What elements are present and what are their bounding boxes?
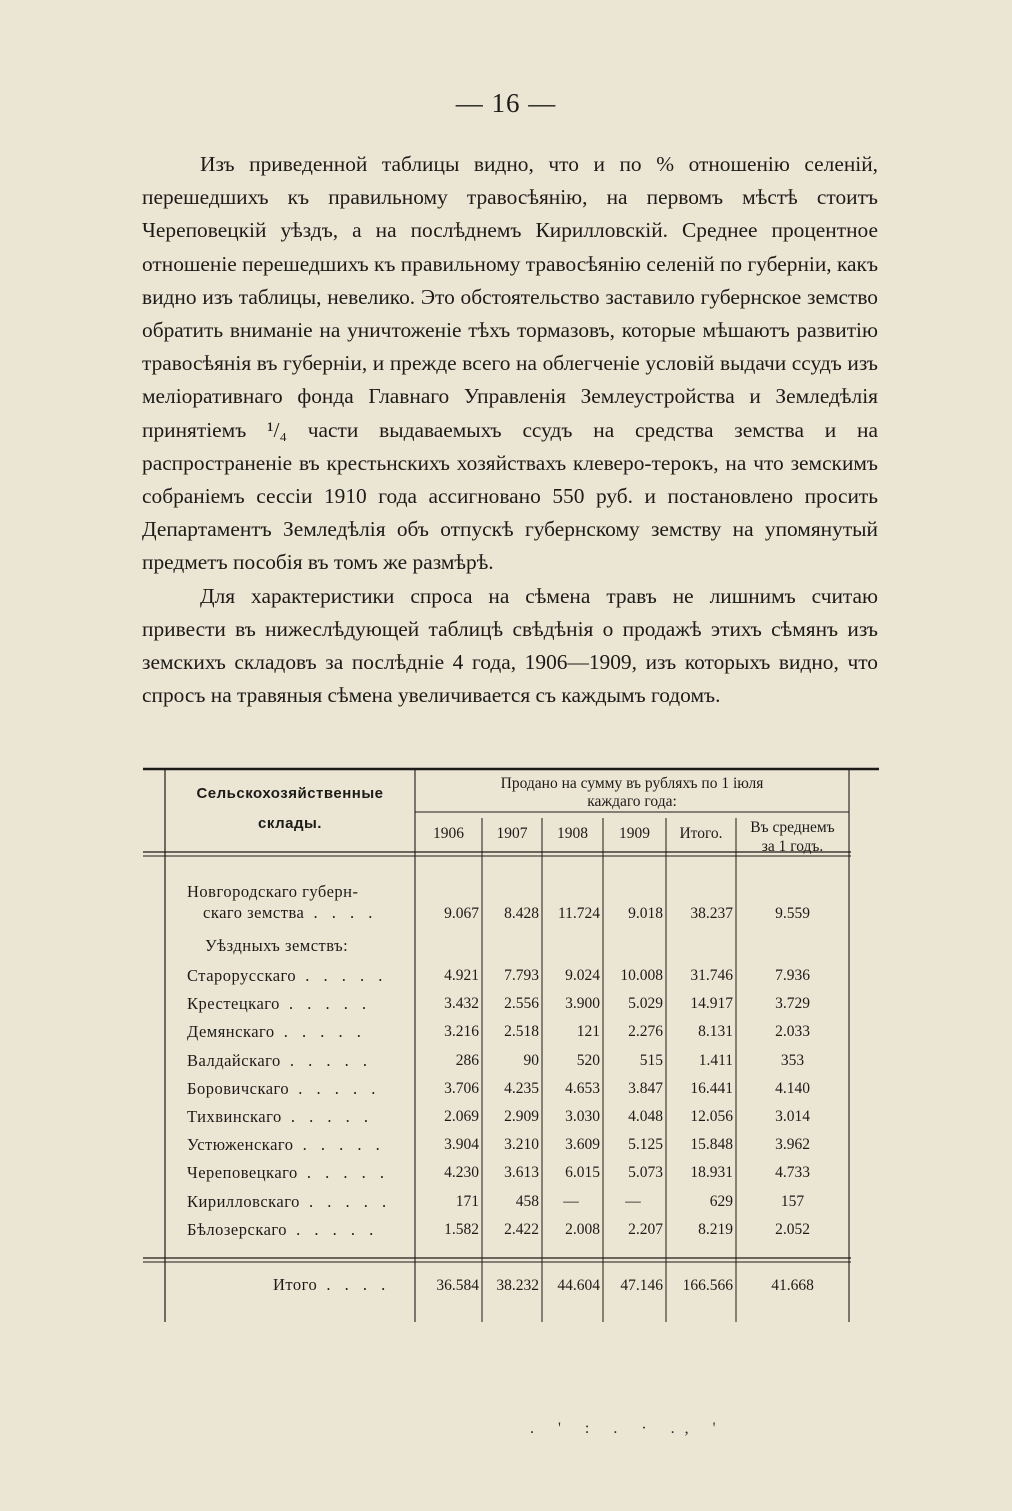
row-1-value-col-3: 5.029 bbox=[628, 995, 663, 1013]
row-4-value-average: 4.140 bbox=[775, 1079, 810, 1097]
row-8-value-col-4: 629 bbox=[709, 1192, 733, 1210]
row-4-value-col-4: 16.441 bbox=[690, 1079, 733, 1097]
total-value-average: 41.668 bbox=[771, 1277, 814, 1294]
row-0-value-col-2: 9.024 bbox=[565, 967, 600, 984]
row-1-value-col-2: 3.900 bbox=[565, 995, 600, 1013]
gubern-value-col-3: 9.018 bbox=[628, 905, 663, 922]
row-name: Боровичскаго . . . . . bbox=[187, 1078, 381, 1098]
row-7-value-col-4: 18.931 bbox=[690, 1164, 733, 1182]
row-2-value-col-2: 121 bbox=[576, 1023, 600, 1041]
paragraph-2: Для характеристики спроса на сѣмена травъ не лишнимъ считаю привести въ нижеслѣдующей таблицѣ свѣдѣнія о продажѣ этихъ сѣмянъ изъ земскихъ складовъ за послѣдніе 4 года, 1906—1909, изъ которыхъ видно, что спросъ на травяныя сѣмена увеличивается съ каждымъ годомъ. bbox=[142, 583, 878, 708]
row-6-value-average: 3.962 bbox=[775, 1136, 810, 1154]
col-header-1907: 1907 bbox=[496, 825, 528, 842]
row-1-value-col-1: 2.556 bbox=[504, 995, 539, 1013]
section-label: Уѣздныхъ земствъ: bbox=[205, 936, 349, 955]
row-name: Крестецкаго . . . . . bbox=[187, 994, 372, 1014]
gubern-label-line1: Новгородскаго губерн- bbox=[187, 882, 359, 901]
row-3-value-col-1: 90 bbox=[523, 1051, 539, 1069]
printer-marks: . ' : . · ., ' bbox=[530, 1420, 726, 1437]
row-8-value-col-1: 458 bbox=[515, 1192, 539, 1210]
page-number: — 16 — bbox=[455, 88, 557, 118]
sales-table bbox=[143, 762, 881, 1322]
total-value-col-3: 47.146 bbox=[620, 1277, 663, 1294]
row-3-value-col-3: 515 bbox=[639, 1051, 663, 1069]
gubern-value-average: 9.559 bbox=[775, 905, 810, 922]
row-1-value-average: 3.729 bbox=[775, 995, 810, 1013]
row-2-value-col-0: 3.216 bbox=[444, 1023, 479, 1041]
row-2-value-col-4: 8.131 bbox=[698, 1023, 733, 1041]
total-value-col-4: 166.566 bbox=[682, 1277, 733, 1294]
gubern-value-col-2: 11.724 bbox=[557, 905, 600, 922]
row-6-value-col-4: 15.848 bbox=[690, 1136, 733, 1154]
body-text bbox=[142, 148, 878, 712]
row-3-value-average: 353 bbox=[780, 1051, 805, 1069]
total-value-col-2: 44.604 bbox=[557, 1277, 600, 1294]
row-7-value-col-1: 3.613 bbox=[504, 1164, 539, 1182]
row-4-value-col-3: 3.847 bbox=[628, 1079, 663, 1097]
col-header-1909: 1909 bbox=[619, 825, 650, 842]
row-6-value-col-0: 3.904 bbox=[444, 1136, 479, 1154]
row-4-value-col-1: 4.235 bbox=[504, 1079, 539, 1097]
header-left-title: Сельскохозяйственные bbox=[196, 785, 384, 802]
row-6-value-col-2: 3.609 bbox=[565, 1136, 600, 1154]
total-label: Итого . . . . bbox=[273, 1275, 391, 1294]
row-7-value-col-2: 6.015 bbox=[565, 1164, 600, 1182]
row-0-value-average: 7.936 bbox=[775, 967, 810, 984]
row-5-value-col-1: 2.909 bbox=[504, 1108, 539, 1125]
row-9-value-average: 2.052 bbox=[775, 1220, 810, 1238]
row-9-value-col-1: 2.422 bbox=[504, 1220, 539, 1238]
row-5-value-col-3: 4.048 bbox=[628, 1108, 663, 1125]
row-name: Старорусскаго . . . . . bbox=[187, 966, 388, 985]
paragraph-1: Изъ приведенной таблицы видно, что и по % отношенію селеній, перешедшихъ къ правильному травосѣянію, на первомъ мѣстѣ стоитъ Череповецкій уѣздъ, а на послѣднемъ Кирилловскій. Среднее процентное отношеніе перешедшихъ къ правильному травосѣянію селеній по губерніи, какъ видно изъ таблицы, невелико. Это обстоятельство заставило губернское земство обратить вниманіе на уничтоженіе тѣхъ тормазовъ, которые мѣшаютъ развитію травосѣянія въ губерніи, и прежде всего на облегченіе условій выдачи ссудъ изъ меліоративнаго фонда Главнаго Управленія Землеустройства и Земледѣлія принятіемъ ¹/₄ части выдаваемыхъ ссудъ на средства земства и на распространеніе въ крестьнскихъ хозяйствахъ клеверо-терокъ, на что земскимъ собраніемъ сессіи 1910 года ассигновано 550 руб. и постановлено просить Департаментъ Земледѣлія объ отпускѣ губернскому земству на упомянутый предметъ пособія въ томъ же размѣрѣ. bbox=[142, 152, 879, 575]
row-3-value-col-0: 286 bbox=[455, 1051, 479, 1069]
row-9-value-col-3: 2.207 bbox=[628, 1220, 663, 1238]
row-2-value-average: 2.033 bbox=[775, 1023, 810, 1041]
row-name: Тихвинскаго . . . . . bbox=[187, 1107, 373, 1126]
total-value-col-0: 36.584 bbox=[436, 1277, 479, 1294]
total-value-col-1: 38.232 bbox=[496, 1277, 539, 1294]
row-name: Демянскаго . . . . . bbox=[187, 1022, 366, 1042]
col-header-average-2: за 1 годъ. bbox=[761, 838, 824, 855]
row-2-value-col-1: 2.518 bbox=[504, 1023, 539, 1041]
gubern-value-col-1: 8.428 bbox=[504, 905, 539, 922]
row-name: Кирилловскаго . . . . . bbox=[187, 1191, 392, 1211]
row-name: Валдайскаго . . . . . bbox=[187, 1050, 373, 1070]
row-4-value-col-0: 3.706 bbox=[444, 1079, 479, 1097]
row-name: Устюженскаго . . . . . bbox=[187, 1135, 385, 1155]
row-8-value-col-3: — bbox=[625, 1192, 641, 1210]
gubern-label-line2: скаго земства . . . . bbox=[203, 903, 378, 922]
row-9-value-col-4: 8.219 bbox=[698, 1220, 733, 1238]
row-1-value-col-4: 14.917 bbox=[690, 995, 733, 1013]
row-3-value-col-4: 1.411 bbox=[698, 1051, 733, 1069]
header-group-subtitle: каждаго года: bbox=[587, 793, 677, 810]
row-7-value-average: 4.733 bbox=[775, 1164, 810, 1182]
row-5-value-col-4: 12.056 bbox=[690, 1108, 733, 1125]
row-name: Бѣлозерскаго . . . . . bbox=[187, 1219, 379, 1239]
row-7-value-col-0: 4.230 bbox=[444, 1164, 479, 1182]
row-6-value-col-3: 5.125 bbox=[628, 1136, 663, 1154]
header-left-subtitle: склады. bbox=[258, 815, 322, 832]
row-1-value-col-0: 3.432 bbox=[444, 995, 479, 1013]
row-2-value-col-3: 2.276 bbox=[628, 1023, 663, 1041]
header-group-title: Продано на сумму въ рубляхъ по 1 іюля bbox=[500, 775, 764, 792]
row-6-value-col-1: 3.210 bbox=[504, 1136, 539, 1154]
row-8-value-col-0: 171 bbox=[455, 1192, 479, 1210]
gubern-value-col-4: 38.237 bbox=[690, 905, 733, 922]
row-0-value-col-4: 31.746 bbox=[690, 967, 733, 984]
row-0-value-col-3: 10.008 bbox=[620, 967, 663, 984]
row-8-value-average: 157 bbox=[780, 1192, 805, 1210]
row-0-value-col-1: 7.793 bbox=[504, 967, 539, 984]
row-9-value-col-2: 2.008 bbox=[565, 1220, 600, 1238]
gubern-value-col-0: 9.067 bbox=[444, 905, 479, 922]
row-9-value-col-0: 1.582 bbox=[444, 1220, 479, 1238]
row-name: Череповецкаго . . . . . bbox=[187, 1163, 389, 1183]
col-header-1908: 1908 bbox=[557, 825, 588, 842]
row-8-value-col-2: — bbox=[563, 1192, 579, 1210]
col-header-total: Итого. bbox=[679, 825, 723, 842]
col-header-average-1: Въ среднемъ bbox=[750, 819, 835, 836]
col-header-1906: 1906 bbox=[433, 825, 464, 842]
row-5-value-average: 3.014 bbox=[775, 1108, 810, 1125]
row-3-value-col-2: 520 bbox=[576, 1051, 600, 1069]
row-0-value-col-0: 4.921 bbox=[444, 967, 479, 984]
row-7-value-col-3: 5.073 bbox=[628, 1164, 663, 1182]
row-5-value-col-0: 2.069 bbox=[444, 1108, 479, 1125]
row-5-value-col-2: 3.030 bbox=[565, 1108, 600, 1125]
row-4-value-col-2: 4.653 bbox=[565, 1079, 600, 1097]
